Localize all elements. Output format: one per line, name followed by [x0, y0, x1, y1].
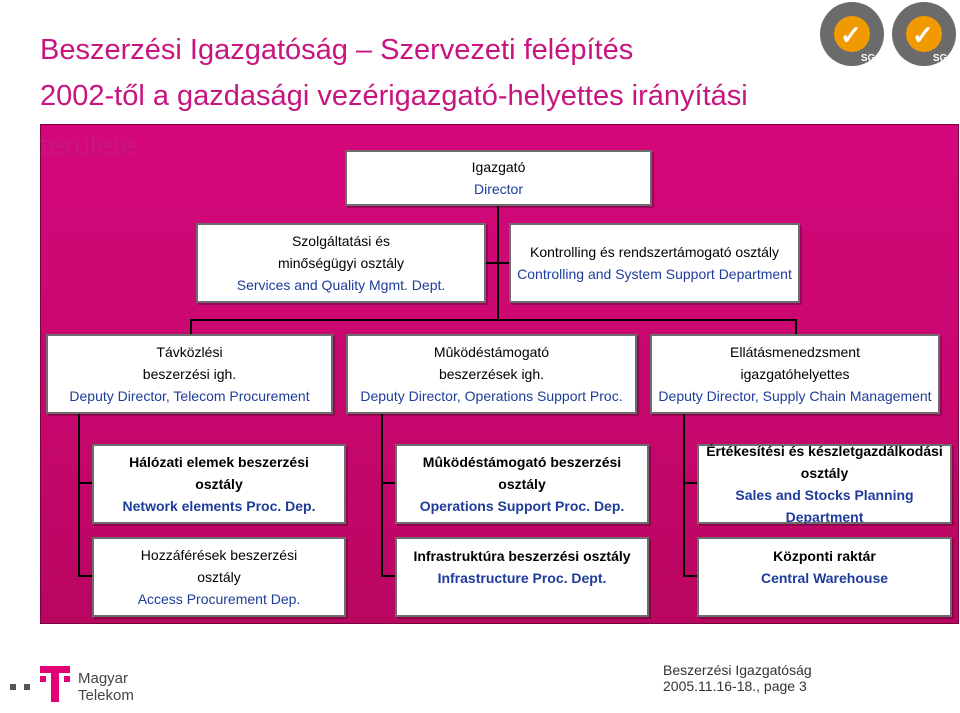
connector-deputies-horizontal — [190, 319, 796, 321]
footer-department: Beszerzési Igazgatóság — [663, 662, 812, 678]
page-subtitle: 2002-től a gazdasági vezérigazgató-helyettes irányítási — [40, 80, 748, 112]
infra-label-hu: Infrastruktúra beszerzési osztály — [413, 548, 631, 564]
supply-label-hu2: igazgatóhelyettes — [740, 366, 850, 382]
footer-page: 2005.11.16-18., page 3 — [663, 678, 807, 694]
operations-support-deputy-box — [346, 334, 637, 414]
logo-dot — [24, 684, 30, 690]
network-label-en: Network elements Proc. Dep. — [122, 498, 316, 514]
supply-chain-box — [650, 334, 940, 414]
opsupport-label-en: Operations Support Proc. Dep. — [419, 498, 625, 514]
check-icon: ✓ — [912, 20, 934, 50]
connector-warehouse — [683, 575, 697, 577]
operations-label-en: Deputy Director, Operations Support Proc. — [360, 388, 623, 404]
page-subtitle-line3: területe — [40, 130, 137, 162]
page-title: Beszerzési Igazgatóság – Szervezeti felépítés — [40, 34, 634, 66]
controlling-label-en: Controlling and System Support Department — [517, 266, 792, 282]
access-label-hu1: Hozzáférések beszerzési — [140, 547, 298, 563]
telecom-label-en: Deputy Director, Telecom Procurement — [69, 388, 310, 404]
supply-label-en: Deputy Director, Supply Chain Management — [658, 388, 932, 404]
access-label-en: Access Procurement Dep. — [137, 591, 301, 607]
access-procurement-box — [92, 537, 346, 617]
check-icon: ✓ — [840, 20, 862, 50]
infra-label-en: Infrastructure Proc. Dept. — [437, 570, 607, 586]
director-label-hu: Igazgató — [471, 159, 526, 175]
connector-opsupport — [381, 482, 395, 484]
operations-support-dept-box — [395, 444, 649, 524]
company-name-line2: Telekom — [78, 687, 134, 704]
connector-infra — [381, 575, 395, 577]
telekom-t-logo-icon — [40, 664, 70, 704]
connector-staff — [486, 262, 510, 264]
connector-operations-children — [381, 414, 383, 576]
opsupport-label-hu2: osztály — [498, 476, 546, 492]
company-name-line1: Magyar — [78, 670, 129, 687]
infrastructure-box — [395, 537, 649, 617]
warehouse-label-hu: Központi raktár — [773, 548, 876, 564]
connector-network — [78, 482, 92, 484]
services-label-hu1: Szolgáltatási és — [291, 233, 391, 249]
sales-label-hu1: Értékesítési és készletgazdálkodási — [706, 443, 943, 459]
network-label-hu1: Hálózati elemek beszerzési — [129, 454, 309, 470]
telecom-procurement-box — [46, 334, 333, 414]
director-label-en: Director — [473, 181, 523, 197]
telecom-label-hu1: Távközlési — [156, 344, 223, 360]
services-quality-box — [196, 223, 486, 303]
services-label-en: Services and Quality Mgmt. Dept. — [236, 277, 446, 293]
access-label-hu2: osztály — [197, 569, 241, 585]
connector-access — [78, 575, 92, 577]
controlling-label-hu: Kontrolling és rendszertámogató osztály — [529, 244, 780, 260]
sales-stocks-box — [697, 444, 952, 524]
iso-14001-certification-logo: ✓ SGS — [892, 2, 956, 66]
telecom-label-hu2: beszerzési igh. — [142, 366, 237, 382]
network-label-hu2: osztály — [195, 476, 243, 492]
connector-telecom-children — [78, 414, 80, 576]
supply-label-hu1: Ellátásmenedzsment — [730, 344, 860, 360]
director-box — [345, 150, 652, 206]
central-warehouse-box — [697, 537, 952, 617]
services-label-hu2: minőségügyi osztály — [277, 255, 405, 271]
connector-supply-children — [683, 414, 685, 576]
sales-label-en: Sales and Stocks Planning Department — [735, 487, 914, 525]
iso-9001-certification-logo: ✓ SGS — [820, 2, 884, 66]
warehouse-label-en: Central Warehouse — [760, 570, 889, 586]
opsupport-label-hu1: Mûködéstámogató beszerzési — [422, 454, 622, 470]
connector-sales — [683, 482, 697, 484]
operations-label-hu1: Mûködéstámogató — [433, 344, 550, 360]
controlling-box — [509, 223, 800, 303]
operations-label-hu2: beszerzések igh. — [438, 366, 545, 382]
sales-label-hu2: osztály — [800, 465, 849, 481]
network-elements-box — [92, 444, 346, 524]
logo-dot — [10, 684, 16, 690]
